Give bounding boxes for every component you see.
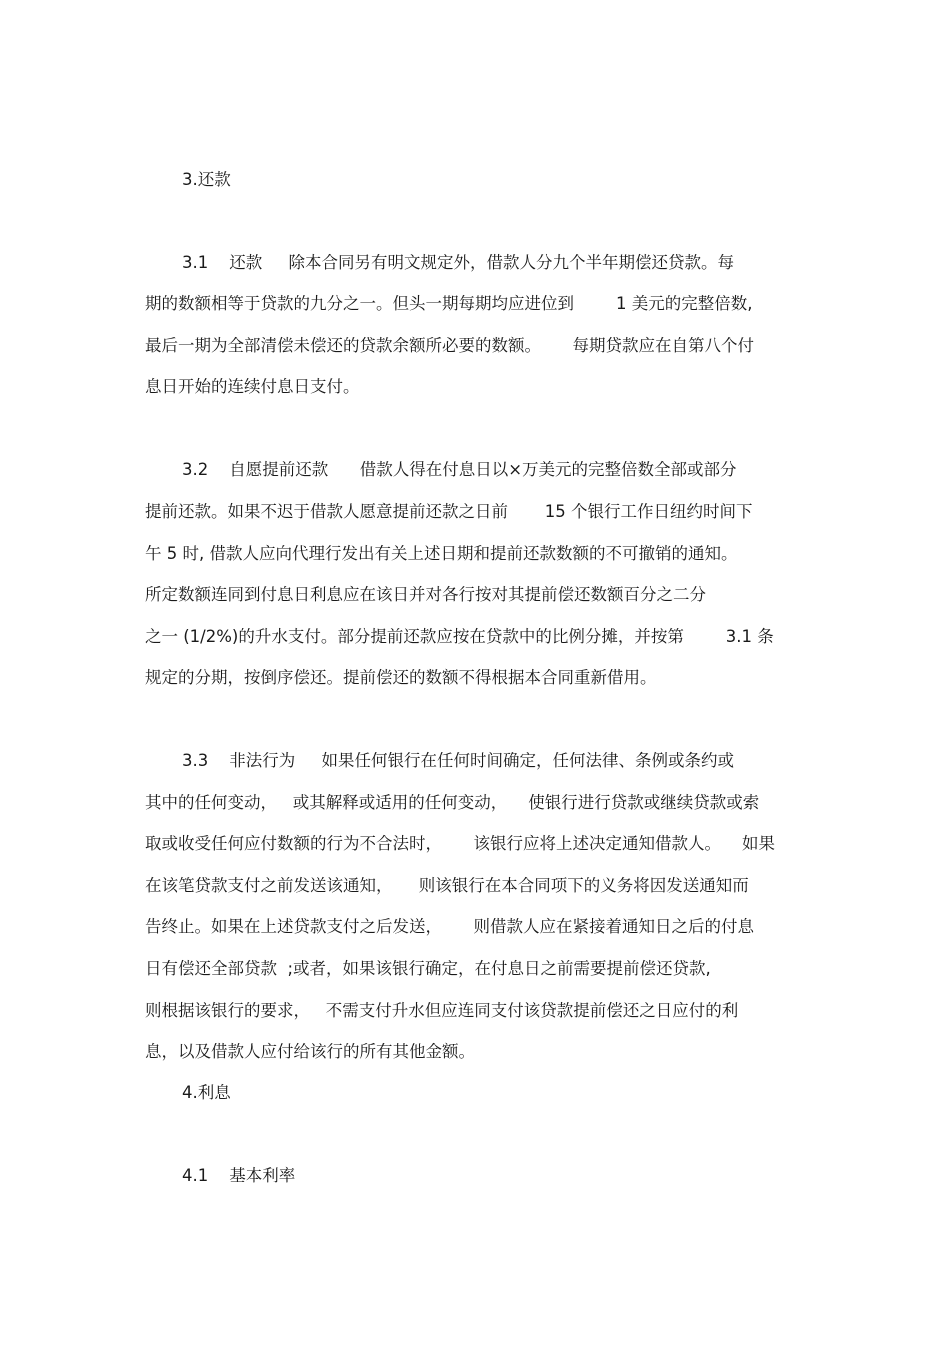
clause-3-1-line-4: 息日开始的连续付息日支付。 — [145, 377, 360, 396]
clause-3-1-line-2: 期的数额相等于贷款的九分之一。但头一期每期均应进位到 1 美元的完整倍数, — [145, 294, 753, 313]
clause-3-3-line-5: 告终止。如果在上述贷款支付之后发送， 则借款人应在紧接着通知日之后的付息 — [145, 917, 754, 936]
clause-3-3-line-2: 其中的任何变动， 或其解释或适用的任何变动， 使银行进行贷款或继续贷款或索 — [145, 793, 760, 812]
clause-3-2-line-1: 3.2 自愿提前还款 借款人得在付息日以×万美元的完整倍数全部或部分 — [182, 460, 737, 479]
clause-3-2-line-6: 规定的分期，按倒序偿还。提前偿还的数额不得根据本合同重新借用。 — [145, 668, 657, 687]
clause-3-2-line-2: 提前还款。如果不迟于借款人愿意提前还款之日前 15 个银行工作日纽约时间下 — [145, 502, 753, 521]
clause-3-2-line-5: 之一 (1/2%)的升水支付。部分提前还款应按在贷款中的比例分摊，并按第 3.1 条 — [145, 627, 774, 646]
clause-3-3-line-7: 则根据该银行的要求， 不需支付升水但应连同支付该贷款提前偿还之日应付的利 — [145, 1001, 739, 1020]
clause-4-1-heading: 4.1 基本利率 — [182, 1166, 296, 1185]
clause-3-1-line-1: 3.1 还款 除本合同另有明文规定外，借款人分九个半年期偿还贷款。每 — [182, 253, 734, 272]
clause-3-3-line-8: 息，以及借款人应付给该行的所有其他金额。 — [145, 1042, 475, 1061]
section-3-heading: 3.还款 — [182, 170, 231, 189]
clause-3-3-line-6: 日有偿还全部贷款 ;或者，如果该银行确定，在付息日之前需要提前偿还贷款, — [145, 959, 711, 978]
clause-3-3-line-1: 3.3 非法行为 如果任何银行在任何时间确定，任何法律、条例或条约或 — [182, 751, 734, 770]
section-4-heading: 4.利息 — [182, 1083, 231, 1102]
clause-3-1-line-3: 最后一期为全部清偿未偿还的贷款余额所必要的数额。 每期贷款应在自第八个付 — [145, 336, 754, 355]
clause-3-3-line-3: 取或收受任何应付数额的行为不合法时， 该银行应将上述决定通知借款人。 如果 — [145, 834, 775, 853]
clause-3-3-line-4: 在该笔贷款支付之前发送该通知， 则该银行在本合同项下的义务将因发送通知而 — [145, 876, 749, 895]
clause-3-2-line-4: 所定数额连同到付息日利息应在该日并对各行按对其提前偿还数额百分之二分 — [145, 585, 706, 604]
clause-3-2-line-3: 午 5 时, 借款人应向代理行发出有关上述日期和提前还款数额的不可撤销的通知。 — [145, 544, 738, 563]
